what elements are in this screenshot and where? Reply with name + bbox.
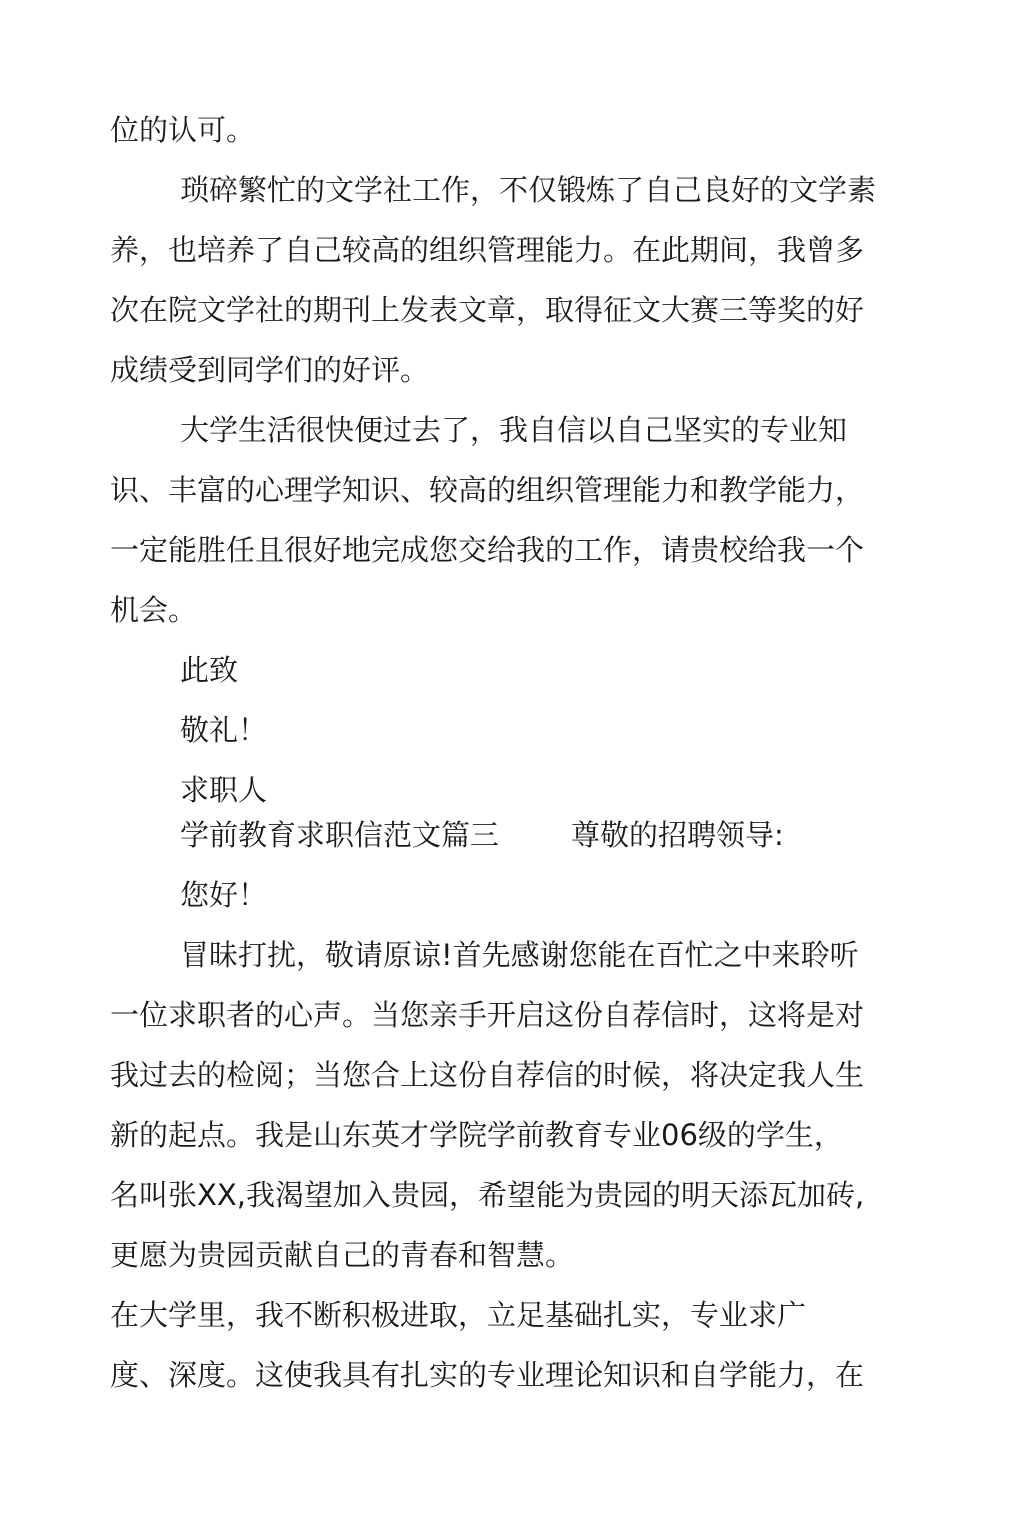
text-line: 机会。 bbox=[110, 593, 198, 627]
text-line: 冒昧打扰，敬请原谅!首先感谢您能在百忙之中来聆听 bbox=[180, 938, 859, 972]
text-line: 名叫张XX,我渴望加入贵园，希望能为贵园的明天添瓦加砖, bbox=[110, 1178, 865, 1212]
text-line: 在大学里，我不断积极进取，立足基础扎实，专业求广 bbox=[110, 1298, 807, 1332]
section-heading-line bbox=[180, 815, 784, 855]
section-title: 学前教育求职信范文篇三 bbox=[180, 818, 500, 852]
text-line: 新的起点。我是山东英才学院学前教育专业06级的学生， bbox=[110, 1118, 843, 1152]
text-line: 成绩受到同学们的好评。 bbox=[110, 353, 430, 387]
text-line: 一位求职者的心声。当您亲手开启这份自荐信时，这将是对 bbox=[110, 998, 865, 1032]
text-line: 度、深度。这使我具有扎实的专业理论知识和自学能力，在 bbox=[110, 1358, 865, 1392]
salutation-regards: 敬礼！ bbox=[180, 713, 268, 747]
salutation-closing: 此致 bbox=[180, 653, 239, 687]
signature-label: 求职人 bbox=[180, 773, 268, 807]
text-line: 琐碎繁忙的文学社工作，不仅锻炼了自己良好的文学素 bbox=[180, 173, 877, 207]
text-line: 次在院文学社的期刊上发表文章，取得征文大赛三等奖的好 bbox=[110, 293, 865, 327]
text-line: 识、丰富的心理学知识、较高的组织管理能力和教学能力， bbox=[110, 473, 865, 507]
greeting: 您好！ bbox=[180, 878, 268, 912]
text-line: 更愿为贵园贡献自己的青春和智慧。 bbox=[110, 1238, 575, 1272]
text-line: 我过去的检阅；当您合上这份自荐信的时候，将决定我人生 bbox=[110, 1058, 865, 1092]
text-line: 一定能胜任且很好地完成您交给我的工作，请贵校给我一个 bbox=[110, 533, 865, 567]
recipient-greeting: 尊敬的招聘领导: bbox=[571, 818, 784, 852]
text-line: 养，也培养了自己较高的组织管理能力。在此期间，我曾多 bbox=[110, 233, 865, 267]
text-line: 位的认可。 bbox=[110, 113, 256, 147]
text-line: 大学生活很快便过去了，我自信以自己坚实的专业知 bbox=[180, 413, 848, 447]
